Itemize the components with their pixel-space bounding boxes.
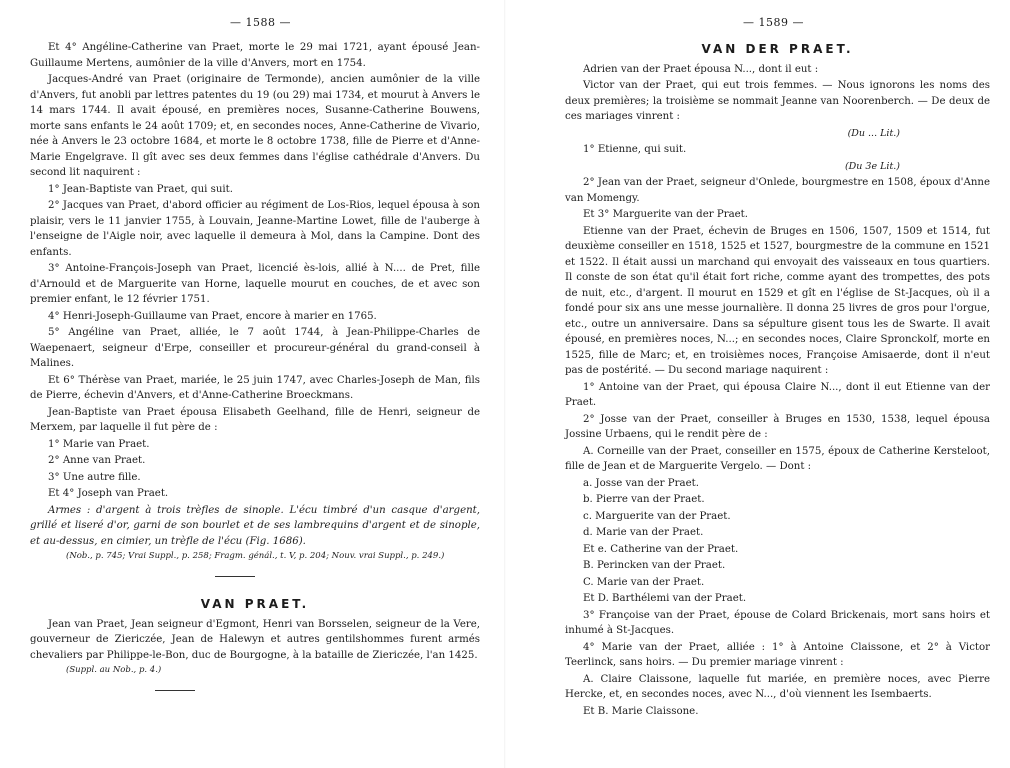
list-item: a. Josse van der Praet. bbox=[583, 477, 699, 489]
list-item: 2° Josse van der Praet, conseiller à Bruges en 1530, 1538, lequel épousa Jossine Urbaens, qui le rendit père de : bbox=[565, 413, 990, 440]
reference: (Nob., p. 745; Vrai Suppl., p. 258; Fragm. génál., t. V, p. 204; Nouv. vrai Suppl., p. 249.) bbox=[66, 551, 445, 561]
paragraph: Adrien van der Praet épousa N..., dont il eut : bbox=[583, 63, 819, 75]
list-item: 3° Une autre fille. bbox=[48, 471, 141, 483]
right-page bbox=[505, 0, 1010, 768]
list-item: A. Claire Claissone, laquelle fut mariée, en première noces, avec Pierre Hercke, et, en secondes noces, avec N..., d'où viennent les Isembaerts. bbox=[565, 673, 990, 700]
paragraph: 1° Jean-Baptiste van Praet, qui suit. bbox=[48, 183, 234, 195]
list-item: Et B. Marie Claissone. bbox=[583, 705, 699, 717]
paragraph: Et 4° Angéline-Catherine van Praet, morte le 29 mai 1721, ayant épousé Jean-Guillaume Mertens, aumônier de la ville d'Anvers, mort en 1754. bbox=[30, 42, 480, 69]
list-item: 4° Marie van der Praet, alliée : 1° à Antoine Claissone, et 2° à Victor Teerlinck, sans hoirs. — Du premier mariage vinrent : bbox=[565, 641, 990, 668]
divider bbox=[215, 576, 255, 577]
list-item: Et D. Barthélemi van der Praet. bbox=[583, 593, 747, 604]
list-item: c. Marguerite van der Praet. bbox=[583, 510, 731, 522]
list-item: A. Corneille van der Praet, conseiller en 1575, époux de Catherine Kersteloot, fille de Jean et de Marguerite Vergelo. — Dont : bbox=[565, 445, 990, 472]
paragraph: Jacques-André van Praet (originaire de Termonde), ancien aumônier de la ville d'Anvers, fut anobli par lettres patentes du 19 (ou 29) mai 1734, et mourut à Anvers le 14 mars 1744. Il avait épousé, en premières noces, Susanne-Catherine Bouwens, morte sans enfants le 24 août 1709; et, en secondes noces, Anne-Catherine de Vivario, née à Anvers le 23 octobre 1684, et morte le 8 octobre 1738, fille de Pierre et d'Anne-Marie Engelgrave. Il gît avec ses deux femmes dans l'église cathédrale d'Anvers. Du second lit naquirent : bbox=[30, 74, 480, 178]
page-body bbox=[30, 40, 480, 691]
marriage-note: (Du 3e Lit.) bbox=[844, 160, 900, 172]
list-item: d. Marie van der Praet. bbox=[583, 527, 704, 538]
page-body bbox=[565, 40, 990, 720]
paragraph: Et 6° Thérèse van Praet, mariée, le 25 juin 1747, avec Charles-Joseph de Man, fils de Pierre, échevin d'Anvers, et d'Anne-Catherine Broeckmans. bbox=[30, 374, 480, 401]
page-number: — 1588 — bbox=[230, 16, 291, 29]
page-number: — 1589 — bbox=[743, 16, 804, 29]
list-item: C. Marie van der Praet. bbox=[583, 576, 705, 588]
list-item: Et e. Catherine van der Praet. bbox=[583, 543, 739, 555]
reference: (Suppl. au Nob., p. 4.) bbox=[66, 665, 162, 675]
paragraph: 5° Angéline van Praet, alliée, le 7 août 1744, à Jean-Philippe-Charles de Waepenaert, seigneur d'Erpe, conseiller et procureur-général du grand-conseil à Malines. bbox=[30, 327, 480, 369]
list-item: Et 3° Marguerite van der Praet. bbox=[583, 209, 749, 220]
marriage-note: (Du ... Lit.) bbox=[847, 127, 900, 139]
arms-description: Armes : d'argent à trois trèfles de sinople. L'écu timbré d'un casque d'argent, grillé et liseré d'or, garni de son bourlet et de ses lambrequins d'argent et de sinople, et au-dessus, en cimier, un trèfle de l'écu (Fig. 1686). bbox=[30, 504, 480, 547]
list-item: Et 4° Joseph van Praet. bbox=[48, 488, 169, 499]
list-item: 2° Anne van Praet. bbox=[48, 455, 146, 466]
paragraph: Victor van der Praet, qui eut trois femmes. — Nous ignorons les noms des deux premières; la troisième se nommait Jeanne van Noorenberch. — De deux de ces mariages vinrent : bbox=[565, 80, 990, 122]
section-heading: VAN PRAET. bbox=[200, 597, 310, 611]
list-item: 2° Jean van der Praet, seigneur d'Onlede, bourgmestre en 1508, époux d'Anne van Momengy. bbox=[565, 177, 990, 204]
paragraph: 4° Henri-Joseph-Guillaume van Praet, encore à marier en 1765. bbox=[48, 310, 377, 322]
list-item: 3° Françoise van der Praet, épouse de Colard Brickenais, mort sans hoirs et inhumé à St-Jacques. bbox=[565, 609, 990, 636]
section-heading: VAN DER PRAET. bbox=[701, 42, 854, 56]
paragraph: Jean-Baptiste van Praet épousa Elisabeth Geelhand, fille de Henri, seigneur de Merxem, par laquelle il fut père de : bbox=[30, 406, 480, 433]
list-item: B. Perincken van der Praet. bbox=[583, 560, 726, 571]
list-item: 1° Antoine van der Praet, qui épousa Claire N..., dont il eut Etienne van der Praet. bbox=[565, 381, 990, 408]
list-item: b. Pierre van der Praet. bbox=[583, 494, 705, 505]
paragraph: Jean van Praet, Jean seigneur d'Egmont, Henri van Borsselen, seigneur de la Vere, gouverneur de Ziericzée, Jean de Halewyn et autres gentilshommes furent armés chevaliers par Philippe-le-Bon, duc de Bourgogne, à la bataille de Ziericzée, l'an 1425. bbox=[30, 618, 480, 661]
list-item: 1° Marie van Praet. bbox=[48, 438, 150, 450]
divider bbox=[155, 690, 195, 691]
paragraph: 2° Jacques van Praet, d'abord officier au régiment de Los-Rios, lequel épousa à son plaisir, vers le 11 janvier 1755, à Louvain, Jeanne-Martine Lowet, fille de l'auberge à l'enseigne de l'Aigle noir, avec laquelle il demeura à Mol, dans la Campine. Dont des enfants. bbox=[30, 200, 480, 258]
list-item: 1° Etienne, qui suit. bbox=[583, 144, 687, 155]
paragraph: 3° Antoine-François-Joseph van Praet, licencié ès-lois, allié à N.... de Pret, fille d'Arnould et de Marguerite van Horne, laquelle mourut en couches, de et avec son premier enfant, le 12 février 1751. bbox=[30, 263, 480, 305]
paragraph: Etienne van der Praet, échevin de Bruges en 1506, 1507, 1509 et 1514, fut deuxième conseiller en 1518, 1525 et 1527, bourgmestre de la commune en 1521 et 1522. Il était aussi un marchand qui envoyait des vaisseaux en tous quartiers. Il conste de son état qu'il était fort riche, comme ayant des trompettes, des pots de nuit, etc., d'argent. Il mourut en 1529 et gît en l'église de St-Jacques, où il a fondé pour six ans une messe journalière. Il donna 25 livres de gros pour l'orgue, etc., outre un anniversaire. Dans sa sépulture gisent tous les de Swarte. Il avait épousé, en premières noces, N...; en secondes noces, Claire Spronckolf, morte en 1525, fille de Marc; et, en troisièmes noces, Françoise Amisaerde, dont il n'eut pas de postérité. — Du second mariage naquirent : bbox=[565, 225, 990, 376]
